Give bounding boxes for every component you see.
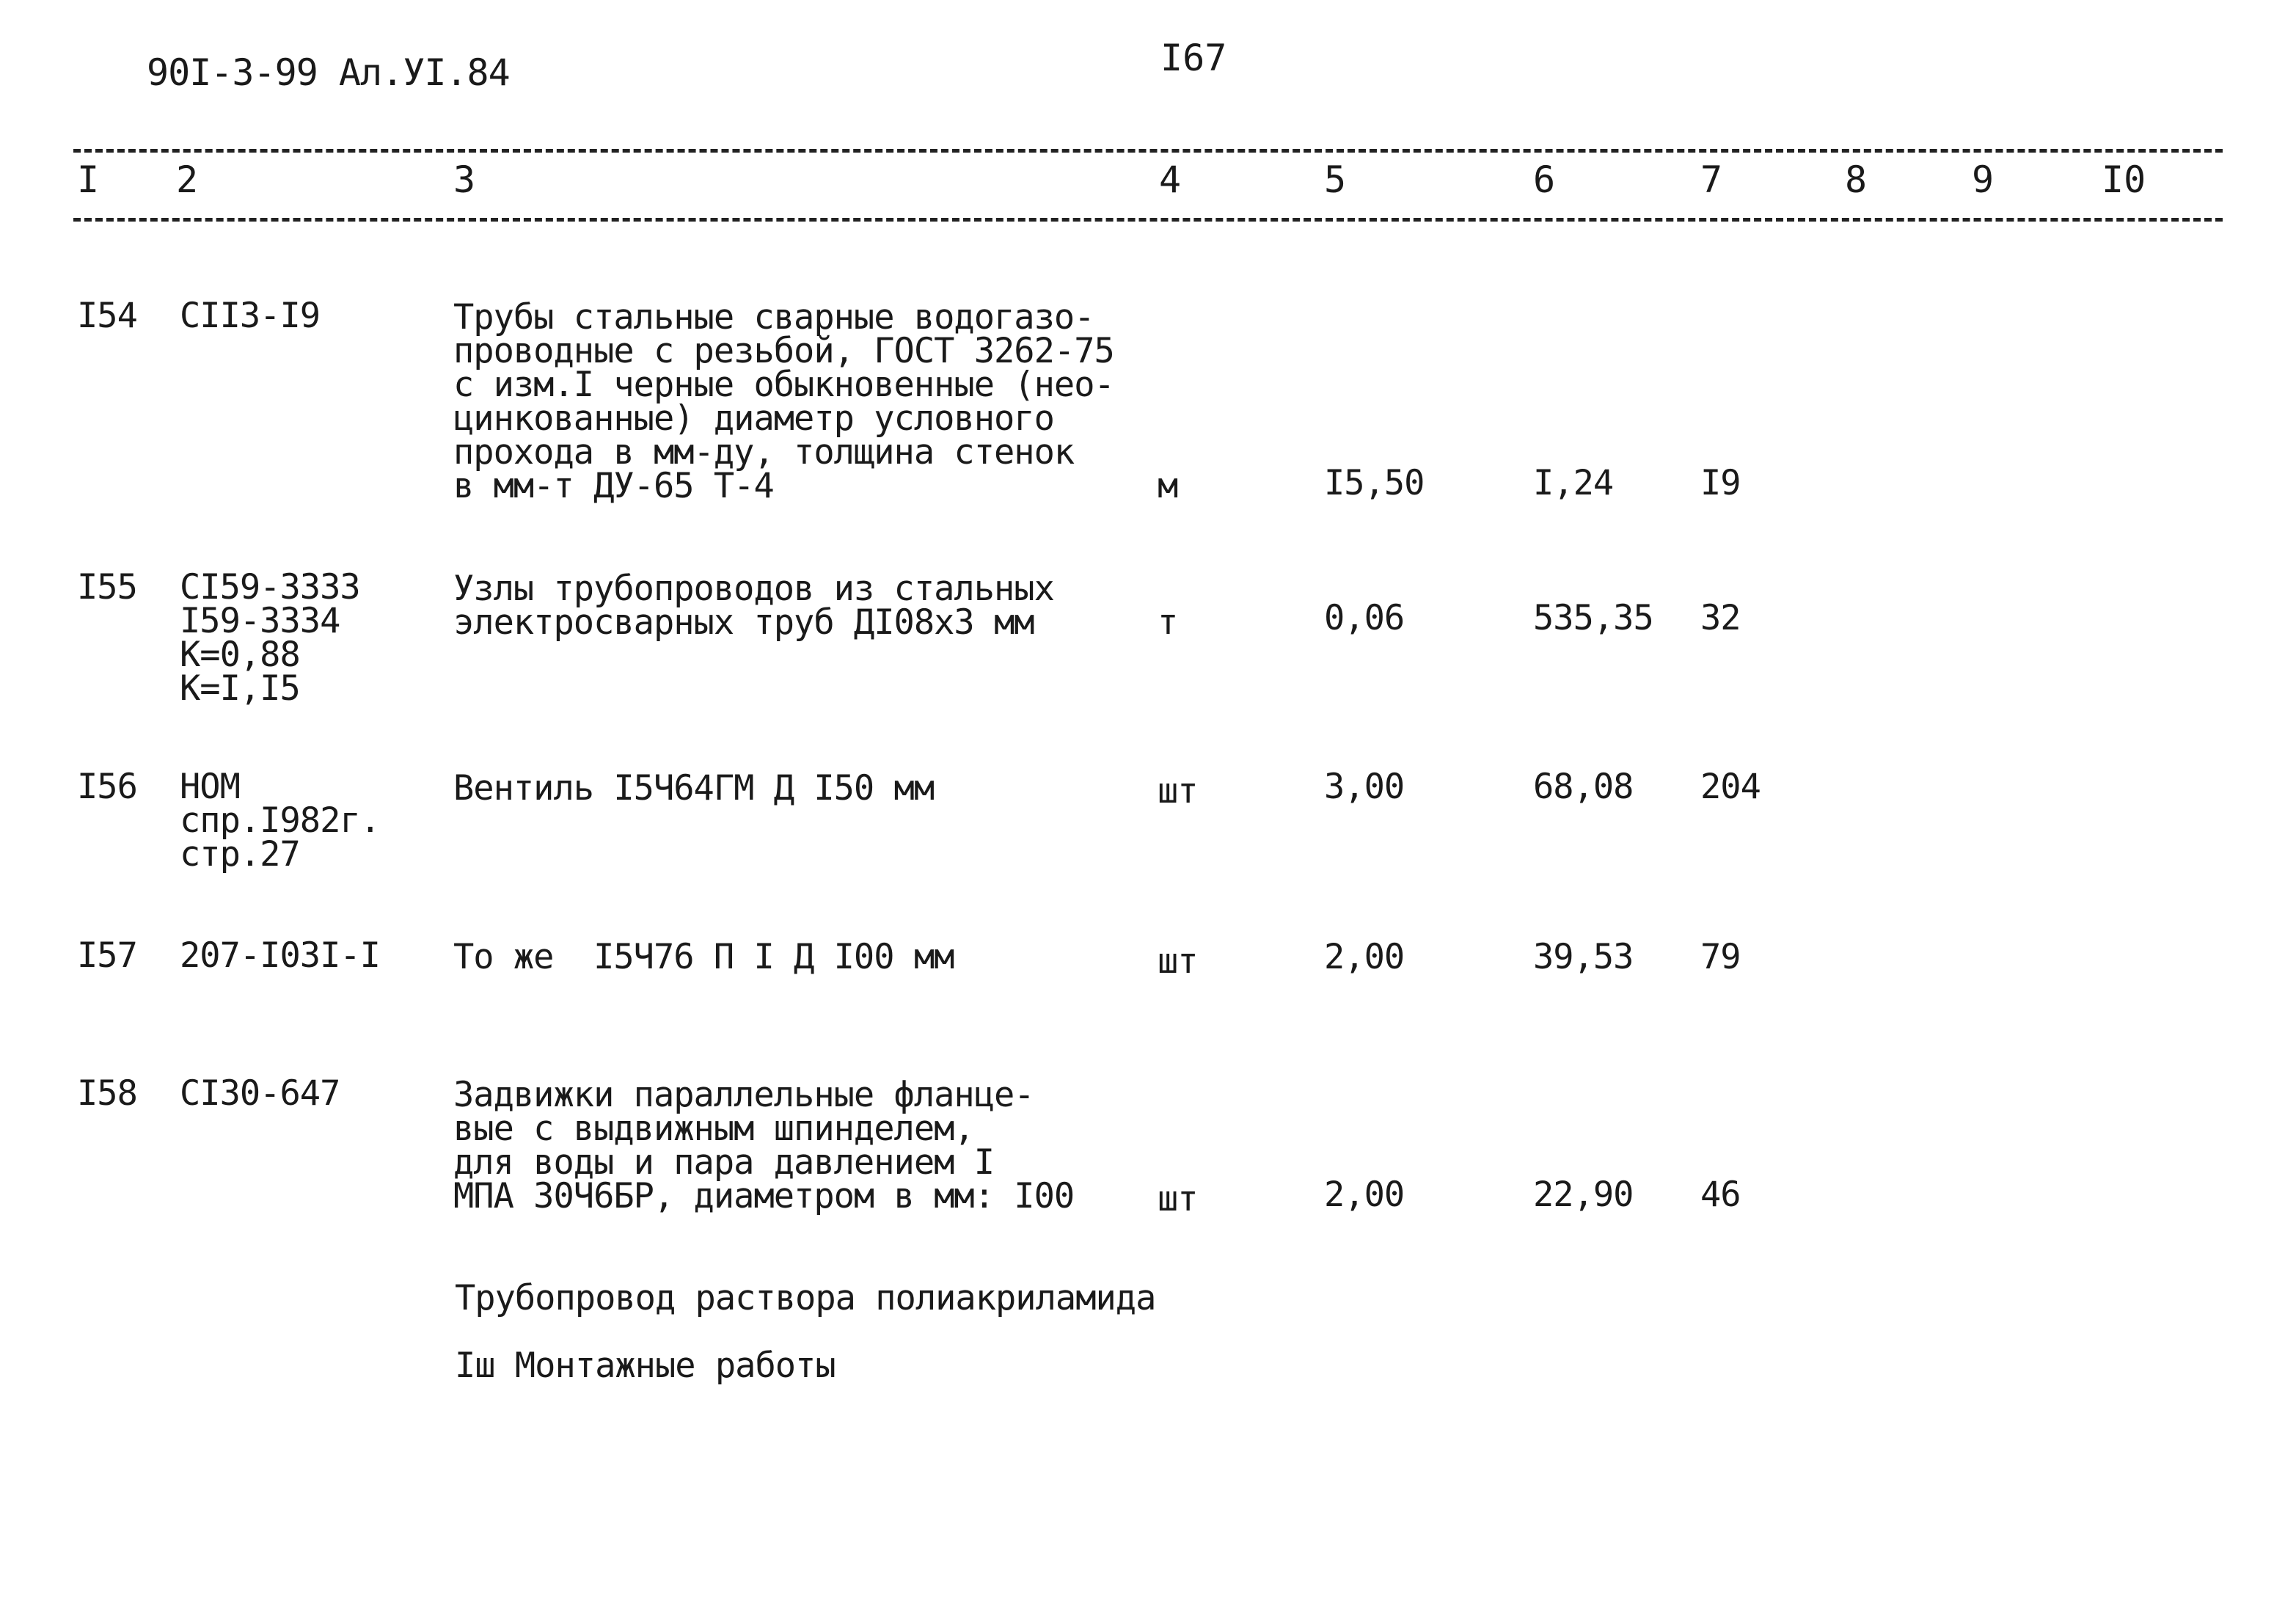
table-row-num: I56 [77, 767, 137, 807]
column-header-4: 4 [1159, 158, 1182, 201]
header-rule-top [73, 149, 2223, 153]
table-row-qty: I5,50 [1324, 463, 1425, 503]
column-header-1: I [77, 158, 100, 201]
column-header-2: 2 [176, 158, 199, 201]
table-row-total: 46 [1700, 1175, 1741, 1215]
table-row-unit: т [1158, 602, 1178, 643]
table-row-qty: 2,00 [1324, 937, 1405, 977]
table-row-qty: 2,00 [1324, 1175, 1405, 1215]
table-row-qty: 0,06 [1324, 598, 1405, 638]
table-row-price: 39,53 [1533, 937, 1634, 977]
table-row-price: I,24 [1533, 463, 1614, 503]
table-row-price: 535,35 [1533, 598, 1653, 638]
column-header-9: 9 [1972, 158, 1995, 201]
doc-code: 90I-3-99 Ал.УI.84 [147, 51, 510, 94]
table-row-description: Вентиль I5Ч64ГМ Д I50 мм [453, 768, 935, 808]
table-row-total: 204 [1700, 767, 1761, 807]
column-header-8: 8 [1845, 158, 1868, 201]
table-row-description: Трубы стальные сварные водогазо- проводные с резьбой, ГОСТ 3262-75 с изм.I черные обыкновенные (нео- цинкованные) диаметр условного прохода в мм-ду, толщина стенок в мм-т ДУ-65 Т-4 [453, 297, 1114, 506]
header-rule-bottom [73, 218, 2223, 222]
table-row-code: CI59-3333 I59-3334 К=0,88 К=I,I5 [180, 567, 360, 709]
table-row-price: 68,08 [1533, 767, 1634, 807]
column-header-5: 5 [1324, 158, 1347, 201]
column-header-3: 3 [453, 158, 476, 201]
table-row-num: I55 [77, 567, 137, 607]
section-heading: Трубопровод раствора полиакриламида [455, 1278, 1156, 1318]
table-row-unit: шт [1158, 771, 1198, 811]
table-row-description: То же I5Ч76 П I Д I00 мм [453, 937, 954, 977]
table-row-description: Узлы трубопроводов из стальных электросварных труб ДI08х3 мм [453, 569, 1054, 643]
column-header-7: 7 [1700, 158, 1723, 201]
table-row-code: 207-I03I-I [180, 935, 380, 976]
table-row-total: 32 [1700, 598, 1741, 638]
column-header-10: I0 [2102, 158, 2146, 201]
table-row-unit: м [1158, 466, 1178, 506]
table-row-price: 22,90 [1533, 1175, 1634, 1215]
table-row-code: НОМ спр.I982г. стр.27 [180, 767, 380, 874]
table-row-qty: 3,00 [1324, 767, 1405, 807]
table-row-code: CI30-647 [180, 1073, 340, 1114]
table-row-code: CII3-I9 [180, 296, 321, 336]
table-row-num: I58 [77, 1073, 137, 1114]
table-row-total: 79 [1700, 937, 1741, 977]
page-number: I67 [1160, 37, 1227, 79]
table-row-unit: шт [1158, 1179, 1198, 1219]
table-row-num: I54 [77, 296, 137, 336]
table-row-total: I9 [1700, 463, 1741, 503]
column-header-6: 6 [1533, 158, 1556, 201]
section-subheading: Iш Монтажные работы [455, 1345, 836, 1386]
table-row-unit: шт [1158, 941, 1198, 982]
table-row-description: Задвижки параллельные фланце- вые с выдвижным шпинделем, для воды и пара давлением I МПА 30Ч6БР, диаметром в мм: I00 [453, 1075, 1075, 1216]
table-row-num: I57 [77, 935, 137, 976]
